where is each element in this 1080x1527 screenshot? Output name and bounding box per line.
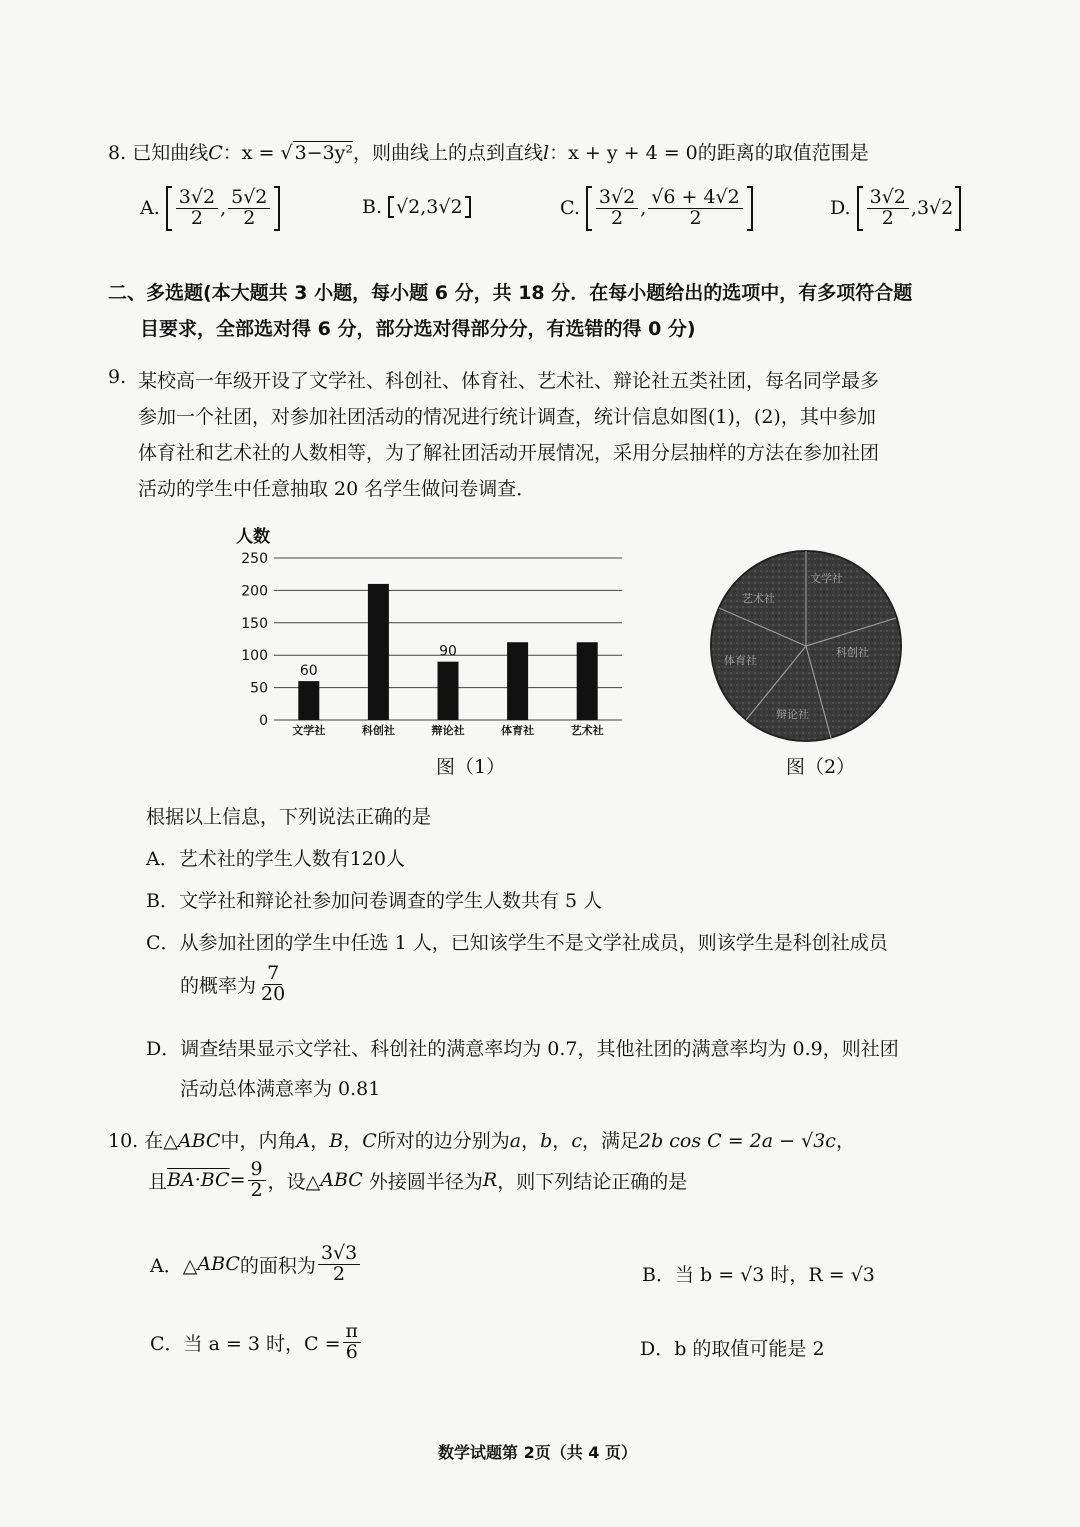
bar <box>577 642 598 720</box>
pie-label-yishu: 艺术社 <box>742 592 775 605</box>
pie-label-tiyu: 体育社 <box>724 654 757 667</box>
y-tick-label: 150 <box>241 615 268 632</box>
bar-chart <box>230 522 650 742</box>
x-tick-label: 辩论社 <box>431 724 465 737</box>
y-tick-label: 250 <box>241 551 268 567</box>
q10-option-c: C．当 a = 3 时，C = $\frac{\pi}{6}$ <box>150 1322 363 1363</box>
y-axis-label: 人数 <box>236 527 270 547</box>
q9-option-a: A．艺术社的学生人数有120人 <box>146 848 405 870</box>
fig1-caption: 图（1） <box>436 756 506 778</box>
pie-chart <box>706 546 906 746</box>
pie-label-wenxue: 文学社 <box>810 572 843 585</box>
x-tick-label: 文学社 <box>292 724 326 737</box>
q8-option-b: B. √2 , 3√2 <box>362 196 471 218</box>
q10-line1: 10. 在△ABC中，内角A，B，C所对的边分别为a，b，c，满足2b cos C = 2a − √3c， <box>108 1130 855 1152</box>
q9-option-c-line2: 的概率为 $\frac{7}{20}$ <box>180 962 286 1005</box>
q8-option-a: A. $\frac{3√2}{2}$ , $\frac{5√2}{2}$ <box>140 186 280 231</box>
pie-label-kechuang: 科创社 <box>836 646 869 659</box>
q9-line3: 体育社和艺术社的人数相等，为了解社团活动开展情况，采用分层抽样的方法在参加社团 <box>138 442 880 464</box>
y-tick-label: 100 <box>241 648 268 665</box>
q9-option-d-line2: 活动总体满意率为 0.81 <box>180 1078 381 1100</box>
q8-stem: 8. 已知曲线C：x = √ 3−3y²，则曲线上的点到直线l：x + y + 4 = 0的距离的取值范围是 <box>108 142 869 164</box>
q10-option-d: D．b 的取值可能是 2 <box>640 1338 825 1360</box>
q9-line2: 参加一个社团，对参加社团活动的情况进行统计调查，统计信息如图(1)，(2)，其中参加 <box>138 406 876 428</box>
q9-question: 根据以上信息，下列说法正确的是 <box>146 806 432 828</box>
q9-option-b: B．文学社和辩论社参加问卷调查的学生人数共有 5 人 <box>146 890 603 912</box>
q8-option-d: D. $\frac{3√2}{2}$ , 3√2 <box>830 186 961 231</box>
y-tick-label: 200 <box>241 583 268 600</box>
bar <box>507 642 528 720</box>
q10-option-a: A．△ ABC 的面积为 $\frac{3√3}{2}$ <box>150 1244 362 1285</box>
q10-line2: 且 BA·BC = $\frac{9}{2}$ ，设△ ABC 外接圆半径为 R ，则下列结论正确的是 <box>148 1158 688 1201</box>
q9-number: 9. <box>108 366 127 388</box>
fig2-caption: 图（2） <box>786 756 856 778</box>
q10-option-b: B．当 b = √3 时，R = √3 <box>642 1264 875 1286</box>
q9-line1: 某校高一年级开设了文学社、科创社、体育社、艺术社、辩论社五类社团，每名同学最多 <box>138 370 880 392</box>
section2-line2: 目要求，全部选对得 6 分，部分选对得部分分，有选错的得 0 分) <box>140 318 696 340</box>
bar <box>298 681 319 720</box>
data-label: 60 <box>299 663 318 680</box>
y-tick-label: 50 <box>250 680 268 697</box>
q9-option-d-line1: D．调查结果显示文学社、科创社的满意率均为 0.7，其他社团的满意率均为 0.9，则社团 <box>146 1038 899 1060</box>
q9-line4: 活动的学生中任意抽取 20 名学生做问卷调查． <box>138 478 536 500</box>
x-tick-label: 艺术社 <box>570 724 604 737</box>
x-tick-label: 科创社 <box>361 724 395 737</box>
q9-option-c-line1: C．从参加社团的学生中任选 1 人，已知该学生不是文学社成员，则该学生是科创社成员 <box>146 932 888 954</box>
q8-option-c: C. $\frac{3√2}{2}$ , $\frac{√6 + 4√2}{2}$ <box>560 186 753 231</box>
section2-line1: 二、多选题(本大题共 3 小题，每小题 6 分，共 18 分．在每小题给出的选项中，有多项符合题 <box>108 282 913 304</box>
y-tick-label: 0 <box>259 713 268 729</box>
data-label: 90 <box>439 643 457 660</box>
bar <box>438 662 459 720</box>
x-tick-label: 体育社 <box>501 724 535 737</box>
page-footer: 数学试题第 2页（共 4 页） <box>438 1443 637 1462</box>
pie-label-bianlun: 辩论社 <box>776 708 809 721</box>
bar <box>368 584 389 720</box>
